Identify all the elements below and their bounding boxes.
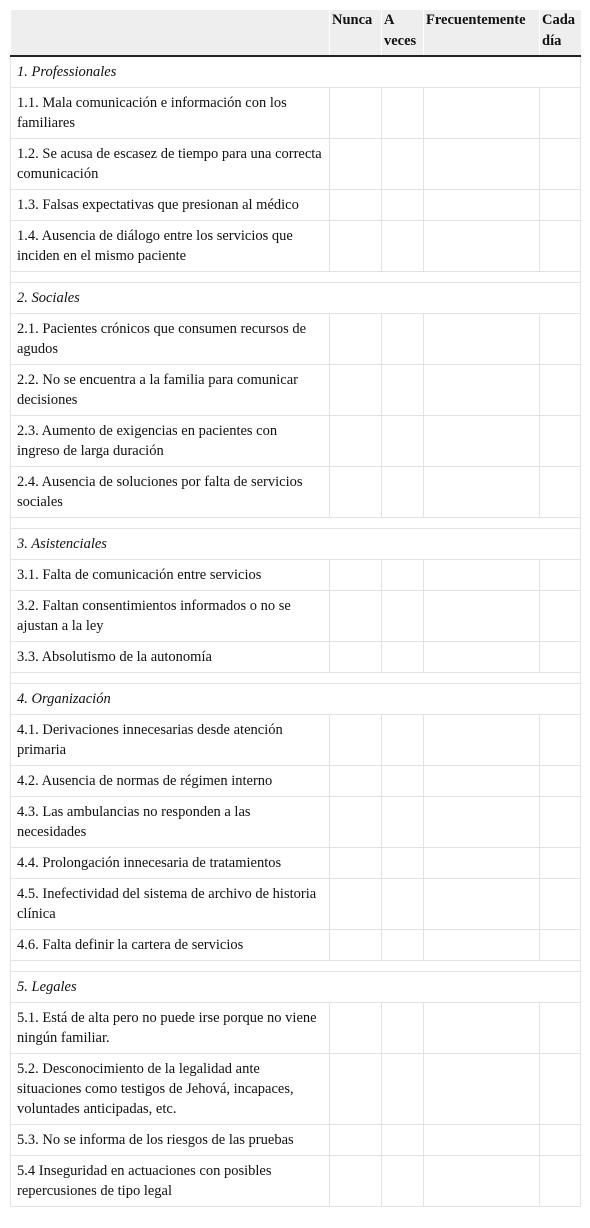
- item-label: 3.1. Falta de comunicación entre servicios: [11, 560, 330, 591]
- nunca-cell[interactable]: [330, 314, 382, 365]
- table-row: [11, 930, 581, 961]
- cada-dia-cell[interactable]: [540, 1125, 581, 1156]
- cada-dia-cell[interactable]: [540, 591, 581, 642]
- frecuentemente-cell[interactable]: [424, 879, 540, 930]
- cada-dia-cell[interactable]: [540, 416, 581, 467]
- table-row: [11, 139, 581, 190]
- cada-dia-cell[interactable]: [540, 879, 581, 930]
- nunca-cell[interactable]: [330, 139, 382, 190]
- nunca-cell[interactable]: [330, 930, 382, 961]
- table-row: [11, 1156, 581, 1207]
- section-title: 4. Organización: [11, 684, 581, 715]
- survey-table: [10, 10, 581, 1207]
- table-row: [11, 221, 581, 272]
- cada-dia-cell[interactable]: [540, 848, 581, 879]
- section-title: 5. Legales: [11, 972, 581, 1003]
- nunca-cell[interactable]: [330, 879, 382, 930]
- nunca-cell[interactable]: [330, 715, 382, 766]
- table-row: [11, 715, 581, 766]
- a-veces-cell[interactable]: [382, 139, 424, 190]
- section-spacer: [11, 518, 581, 529]
- table-row: [11, 797, 581, 848]
- a-veces-cell[interactable]: [382, 560, 424, 591]
- header-a-veces: A veces: [382, 10, 424, 56]
- section-title: 3. Asistenciales: [11, 529, 581, 560]
- spacer-cell: [11, 673, 581, 684]
- cada-dia-cell[interactable]: [540, 365, 581, 416]
- item-label: 5.1. Está de alta pero no puede irse porque no viene ningún familiar.: [11, 1003, 330, 1054]
- a-veces-cell[interactable]: [382, 848, 424, 879]
- table-row: [11, 88, 581, 139]
- table-row: [11, 365, 581, 416]
- cada-dia-cell[interactable]: [540, 88, 581, 139]
- cada-dia-cell[interactable]: [540, 797, 581, 848]
- table-row: [11, 1054, 581, 1125]
- header-nunca: Nunca: [330, 10, 382, 56]
- frecuentemente-cell[interactable]: [424, 467, 540, 518]
- item-label: 4.2. Ausencia de normas de régimen interno: [11, 766, 330, 797]
- item-label: 5.3. No se informa de los riesgos de las pruebas: [11, 1125, 330, 1156]
- section-heading-row: [11, 283, 581, 314]
- cada-dia-cell[interactable]: [540, 314, 581, 365]
- frecuentemente-cell[interactable]: [424, 88, 540, 139]
- nunca-cell[interactable]: [330, 1054, 382, 1125]
- section-heading-row: [11, 529, 581, 560]
- table-body: [11, 56, 581, 1207]
- frecuentemente-cell[interactable]: [424, 715, 540, 766]
- spacer-cell: [11, 961, 581, 972]
- section-spacer: [11, 961, 581, 972]
- nunca-cell[interactable]: [330, 797, 382, 848]
- nunca-cell[interactable]: [330, 766, 382, 797]
- a-veces-cell[interactable]: [382, 797, 424, 848]
- cada-dia-cell[interactable]: [540, 715, 581, 766]
- header-frecuentemente: Frecuentemente: [424, 10, 540, 56]
- nunca-cell[interactable]: [330, 221, 382, 272]
- frecuentemente-cell[interactable]: [424, 766, 540, 797]
- table-row: [11, 1125, 581, 1156]
- header-item: [11, 10, 330, 56]
- section-spacer: [11, 272, 581, 283]
- frecuentemente-cell[interactable]: [424, 139, 540, 190]
- header-row: [11, 10, 581, 56]
- cada-dia-cell[interactable]: [540, 139, 581, 190]
- item-label: 2.1. Pacientes crónicos que consumen recursos de agudos: [11, 314, 330, 365]
- frecuentemente-cell[interactable]: [424, 591, 540, 642]
- item-label: 4.3. Las ambulancias no responden a las necesidades: [11, 797, 330, 848]
- table-row: [11, 416, 581, 467]
- nunca-cell[interactable]: [330, 416, 382, 467]
- item-label: 1.3. Falsas expectativas que presionan al médico: [11, 190, 330, 221]
- frecuentemente-cell[interactable]: [424, 1125, 540, 1156]
- a-veces-cell[interactable]: [382, 879, 424, 930]
- table-row: [11, 467, 581, 518]
- cada-dia-cell[interactable]: [540, 560, 581, 591]
- cada-dia-cell[interactable]: [540, 221, 581, 272]
- a-veces-cell[interactable]: [382, 930, 424, 961]
- table-row: [11, 1003, 581, 1054]
- nunca-cell[interactable]: [330, 88, 382, 139]
- nunca-cell[interactable]: [330, 467, 382, 518]
- section-spacer: [11, 673, 581, 684]
- a-veces-cell[interactable]: [382, 314, 424, 365]
- frecuentemente-cell[interactable]: [424, 560, 540, 591]
- item-label: 2.3. Aumento de exigencias en pacientes con ingreso de larga duración: [11, 416, 330, 467]
- frecuentemente-cell[interactable]: [424, 416, 540, 467]
- item-label: 3.3. Absolutismo de la autonomía: [11, 642, 330, 673]
- a-veces-cell[interactable]: [382, 365, 424, 416]
- nunca-cell[interactable]: [330, 365, 382, 416]
- item-label: 4.1. Derivaciones innecesarias desde atención primaria: [11, 715, 330, 766]
- a-veces-cell[interactable]: [382, 190, 424, 221]
- cada-dia-cell[interactable]: [540, 930, 581, 961]
- nunca-cell[interactable]: [330, 190, 382, 221]
- a-veces-cell[interactable]: [382, 715, 424, 766]
- frecuentemente-cell[interactable]: [424, 848, 540, 879]
- section-heading-row: [11, 56, 581, 88]
- section-title: 2. Sociales: [11, 283, 581, 314]
- header-cada-dia: Cada día: [540, 10, 581, 56]
- item-label: 4.5. Inefectividad del sistema de archivo de historia clínica: [11, 879, 330, 930]
- frecuentemente-cell[interactable]: [424, 190, 540, 221]
- section-heading-row: [11, 972, 581, 1003]
- frecuentemente-cell[interactable]: [424, 930, 540, 961]
- frecuentemente-cell[interactable]: [424, 642, 540, 673]
- frecuentemente-cell[interactable]: [424, 221, 540, 272]
- item-label: 5.4 Inseguridad en actuaciones con posibles repercusiones de tipo legal: [11, 1156, 330, 1207]
- a-veces-cell[interactable]: [382, 1054, 424, 1125]
- cada-dia-cell[interactable]: [540, 642, 581, 673]
- nunca-cell[interactable]: [330, 591, 382, 642]
- frecuentemente-cell[interactable]: [424, 1156, 540, 1207]
- a-veces-cell[interactable]: [382, 221, 424, 272]
- table-row: [11, 642, 581, 673]
- table-row: [11, 190, 581, 221]
- nunca-cell[interactable]: [330, 1125, 382, 1156]
- nunca-cell[interactable]: [330, 848, 382, 879]
- cada-dia-cell[interactable]: [540, 1003, 581, 1054]
- a-veces-cell[interactable]: [382, 88, 424, 139]
- a-veces-cell[interactable]: [382, 416, 424, 467]
- frecuentemente-cell[interactable]: [424, 797, 540, 848]
- item-label: 2.4. Ausencia de soluciones por falta de servicios sociales: [11, 467, 330, 518]
- spacer-cell: [11, 518, 581, 529]
- table-row: [11, 560, 581, 591]
- cada-dia-cell[interactable]: [540, 766, 581, 797]
- item-label: 3.2. Faltan consentimientos informados o no se ajustan a la ley: [11, 591, 330, 642]
- nunca-cell[interactable]: [330, 1156, 382, 1207]
- cada-dia-cell[interactable]: [540, 1156, 581, 1207]
- frecuentemente-cell[interactable]: [424, 365, 540, 416]
- item-label: 1.1. Mala comunicación e información con los familiares: [11, 88, 330, 139]
- nunca-cell[interactable]: [330, 560, 382, 591]
- item-label: 4.6. Falta definir la cartera de servicios: [11, 930, 330, 961]
- item-label: 4.4. Prolongación innecesaria de tratamientos: [11, 848, 330, 879]
- a-veces-cell[interactable]: [382, 766, 424, 797]
- item-label: 1.2. Se acusa de escasez de tiempo para una correcta comunicación: [11, 139, 330, 190]
- spacer-cell: [11, 272, 581, 283]
- item-label: 2.2. No se encuentra a la familia para comunicar decisiones: [11, 365, 330, 416]
- section-title: 1. Professionales: [11, 56, 581, 88]
- cada-dia-cell[interactable]: [540, 467, 581, 518]
- nunca-cell[interactable]: [330, 1003, 382, 1054]
- cada-dia-cell[interactable]: [540, 190, 581, 221]
- table-row: [11, 879, 581, 930]
- a-veces-cell[interactable]: [382, 1125, 424, 1156]
- cada-dia-cell[interactable]: [540, 1054, 581, 1125]
- frecuentemente-cell[interactable]: [424, 314, 540, 365]
- a-veces-cell[interactable]: [382, 467, 424, 518]
- table-row: [11, 591, 581, 642]
- frecuentemente-cell[interactable]: [424, 1003, 540, 1054]
- table-row: [11, 314, 581, 365]
- table-row: [11, 766, 581, 797]
- table-row: [11, 848, 581, 879]
- a-veces-cell[interactable]: [382, 1003, 424, 1054]
- table-header: [11, 10, 581, 56]
- a-veces-cell[interactable]: [382, 591, 424, 642]
- frecuentemente-cell[interactable]: [424, 1054, 540, 1125]
- a-veces-cell[interactable]: [382, 1156, 424, 1207]
- nunca-cell[interactable]: [330, 642, 382, 673]
- section-heading-row: [11, 684, 581, 715]
- item-label: 5.2. Desconocimiento de la legalidad ante situaciones como testigos de Jehová, incapaces, voluntades anticipadas, etc.: [11, 1054, 330, 1125]
- a-veces-cell[interactable]: [382, 642, 424, 673]
- item-label: 1.4. Ausencia de diálogo entre los servicios que inciden en el mismo paciente: [11, 221, 330, 272]
